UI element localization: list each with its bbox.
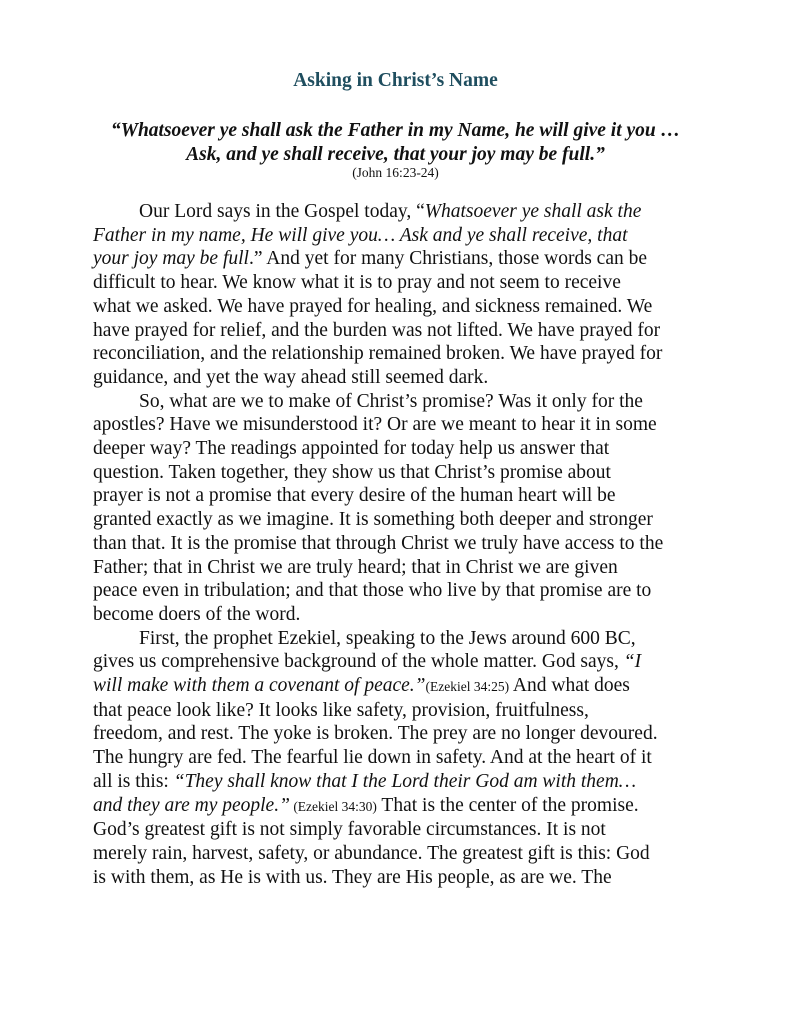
text-line: what we asked. We have prayed for healing, and sickness remained. We — [93, 295, 653, 317]
scripture-reference: (Ezekiel 34:30) — [289, 798, 377, 814]
scripture-quote-line: Father in my name, He will give you… Ask and ye shall receive, that — [93, 224, 628, 246]
text-line: have prayed for relief, and the burden was not lifted. We have prayed for — [93, 319, 661, 341]
text-line: So, what are we to make of Christ’s promise? Was it only for the — [139, 390, 643, 412]
text-line — [93, 200, 713, 224]
sermon-body — [93, 200, 713, 889]
text-line: Father; that in Christ we are truly heard; that in Christ we are given — [93, 556, 618, 578]
text-line: question. Taken together, they show us that Christ’s promise about — [93, 461, 611, 483]
text-line — [93, 674, 713, 699]
text-run: all is this: — [93, 770, 174, 792]
text-line: difficult to hear. We know what it is to pray and not seem to receive — [93, 272, 621, 294]
scripture-quote: Whatsoever ye shall ask the — [424, 201, 642, 222]
text-line: granted exactly as we imagine. It is something both deeper and stronger — [93, 509, 653, 531]
text-run: .” And yet for many Christians, those words can be — [248, 248, 648, 270]
epigraph-citation: (John 16:23-24) — [352, 165, 439, 180]
epigraph-line-2: Ask, and ye shall receive, that your joy may be full.” — [186, 144, 605, 165]
text-line: than that. It is the promise that through Christ we truly have access to the — [93, 532, 664, 554]
scripture-quote: your joy may be full — [93, 248, 249, 270]
text-line: prayer is not a promise that every desire of the human heart will be — [93, 485, 616, 507]
text-line: is with them, as He is with us. They are His people, as are we. The — [93, 866, 612, 888]
text-line: The hungry are fed. The fearful lie down in safety. And at the heart of it — [93, 747, 652, 769]
epigraph-line-1: “Whatsoever ye shall ask the Father in my Name, he will give it you … — [110, 120, 681, 141]
scripture-reference: (Ezekiel 34:25) — [425, 679, 510, 695]
text-line — [93, 794, 713, 819]
page-title: Asking in Christ’s Name — [293, 70, 498, 91]
text-line: that peace look like? It looks like safety, provision, fruitfulness, — [93, 699, 589, 721]
text-line: deeper way? The readings appointed for today help us answer that — [93, 438, 610, 460]
scripture-quote: “They shall know that I the Lord their God am with them… — [173, 770, 637, 792]
text-run: That is the center of the promise. — [376, 794, 639, 816]
text-line: merely rain, harvest, safety, or abundance. The greatest gift is this: God — [93, 842, 650, 864]
text-run: Our Lord says in the Gospel today, “ — [139, 201, 425, 222]
text-run: gives us comprehensive background of the whole matter. God says, — [93, 651, 624, 673]
scripture-quote: and they are my people.” — [93, 794, 290, 816]
text-line: peace even in tribulation; and that those who live by that promise are to — [93, 580, 652, 602]
text-line: become doers of the word. — [93, 603, 301, 625]
scripture-quote: will make with them a covenant of peace.” — [93, 675, 426, 697]
text-line: reconciliation, and the relationship remained broken. We have prayed for — [93, 343, 663, 365]
text-line — [93, 650, 713, 674]
text-line: God’s greatest gift is not simply favorable circumstances. It is not — [93, 819, 606, 841]
text-line: freedom, and rest. The yoke is broken. The prey are no longer devoured. — [93, 723, 658, 745]
text-line: guidance, and yet the way ahead still seemed dark. — [93, 366, 489, 388]
epigraph — [60, 119, 731, 167]
text-line: apostles? Have we misunderstood it? Or are we meant to hear it in some — [93, 414, 657, 436]
scripture-quote: “I — [623, 651, 642, 673]
text-run: And what does — [509, 675, 630, 697]
text-line — [93, 770, 713, 794]
text-line — [93, 247, 713, 271]
text-line: First, the prophet Ezekiel, speaking to the Jews around 600 BC, — [139, 627, 636, 649]
